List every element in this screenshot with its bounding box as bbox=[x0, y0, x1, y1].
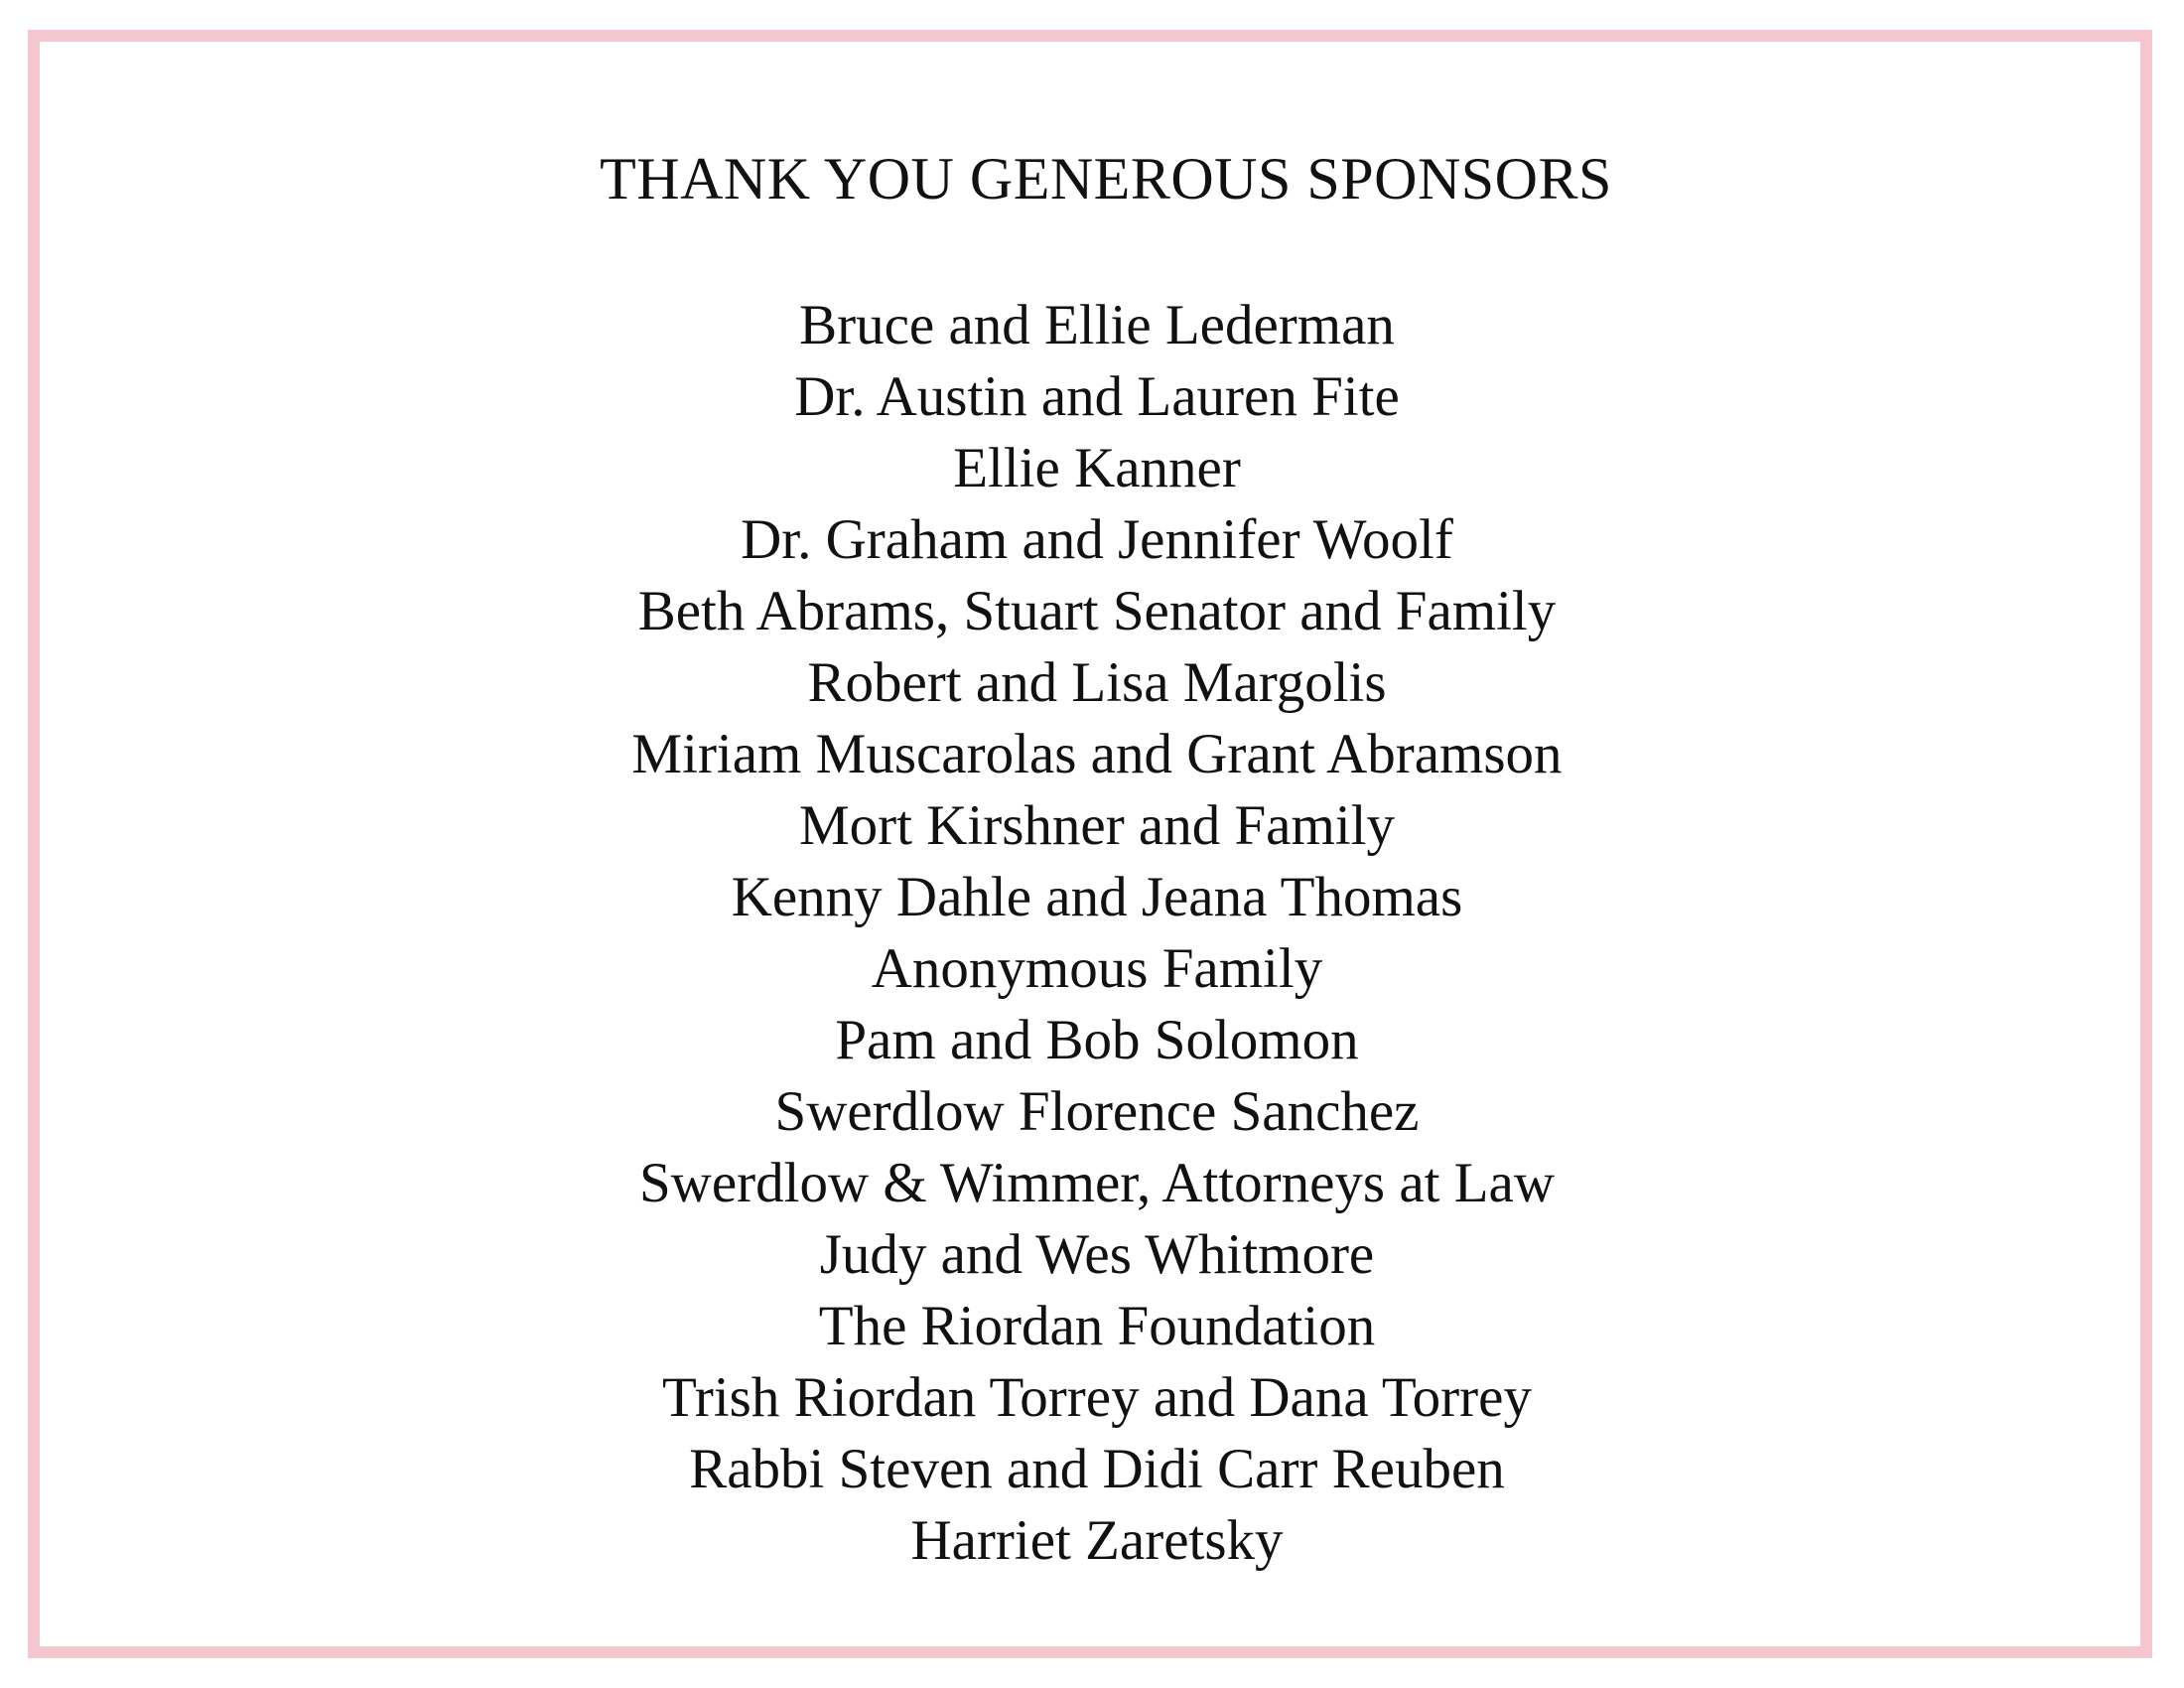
sponsor-item: Bruce and Ellie Lederman bbox=[799, 294, 1395, 356]
sponsor-item: The Riordan Foundation bbox=[818, 1295, 1376, 1357]
sponsor-item: Dr. Graham and Jennifer Woolf bbox=[741, 508, 1453, 571]
sponsor-item: Ellie Kanner bbox=[953, 437, 1241, 499]
sponsor-item: Miriam Muscarolas and Grant Abramson bbox=[631, 723, 1563, 785]
page-title: THANK YOU GENEROUS SPONSORS bbox=[600, 146, 1612, 211]
sponsor-item: Kenny Dahle and Jeana Thomas bbox=[731, 866, 1463, 928]
sponsor-item: Swerdlow & Wimmer, Attorneys at Law bbox=[638, 1152, 1556, 1214]
sponsor-item: Dr. Austin and Lauren Fite bbox=[794, 365, 1400, 428]
sponsor-item: Beth Abrams, Stuart Senator and Family bbox=[637, 580, 1557, 642]
sponsor-item: Harriet Zaretsky bbox=[910, 1509, 1284, 1572]
sponsor-item: Robert and Lisa Margolis bbox=[807, 651, 1387, 714]
sponsor-item: Judy and Wes Whitmore bbox=[819, 1223, 1375, 1286]
sponsor-list bbox=[0, 290, 2184, 1577]
sponsor-item: Mort Kirshner and Family bbox=[798, 794, 1395, 857]
sponsor-item: Pam and Bob Solomon bbox=[835, 1009, 1359, 1071]
sponsor-item: Anonymous Family bbox=[871, 937, 1323, 1000]
sponsor-item: Rabbi Steven and Didi Carr Reuben bbox=[689, 1438, 1505, 1500]
sponsor-item: Swerdlow Florence Sanchez bbox=[774, 1080, 1420, 1143]
sponsor-item: Trish Riordan Torrey and Dana Torrey bbox=[662, 1366, 1532, 1429]
